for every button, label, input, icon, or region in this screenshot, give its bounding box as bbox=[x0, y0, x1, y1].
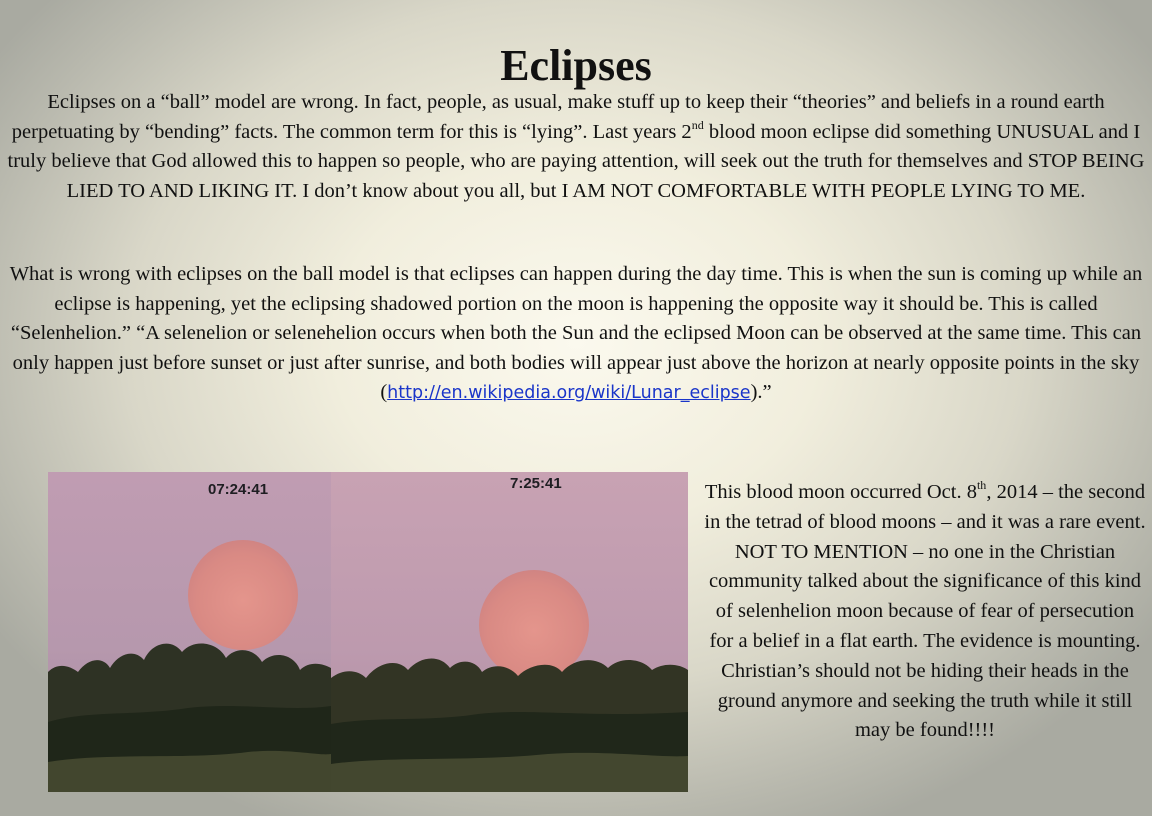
selenelion-paragraph bbox=[4, 260, 1148, 409]
blood-moon-photo bbox=[48, 472, 688, 792]
caption-text-continued: , 2014 – the second in the tetrad of blood moons – and it was a rare event. NOT TO MENTION – no one in the Christian community talked about the significance of this kind of selenhelion moon because of fear of persecution for a belief in a flat earth. The evidence is mounting. Christian’s should not be hiding their heads in the ground anymore and seeking the truth while it still may be found!!!! bbox=[704, 481, 1146, 742]
photo-caption bbox=[702, 478, 1148, 746]
left-timestamp: 07:24:41 bbox=[208, 481, 269, 498]
wikipedia-link[interactable]: http://en.wikipedia.org/wiki/Lunar_eclipse bbox=[387, 383, 751, 403]
intro-text-continued: blood moon eclipse did something UNUSUAL and I truly believe that God allowed this to happen so people, who are paying attention, will seek out the truth for themselves and STOP BEING LIED TO AND LIKING IT. I don’t know about you all, but I AM NOT COMFORTABLE WITH PEOPLE LYING TO ME. bbox=[7, 120, 1145, 202]
intro-text: Eclipses on a “ball” model are wrong. In fact, people, as usual, make stuff up to keep their “theories” and beliefs in a round earth perpetuating by “bending” facts. The common term for this is “lying”. Last years 2 bbox=[11, 91, 1105, 143]
intro-ordinal-suffix: nd bbox=[691, 117, 704, 132]
intro-paragraph bbox=[4, 88, 1148, 206]
left-moon bbox=[188, 540, 298, 650]
right-frame bbox=[331, 472, 688, 792]
selenelion-text: What is wrong with eclipses on the ball model is that eclipses can happen during the day time. This is when the sun is coming up while an eclipse is happening, yet the eclipsing shadowed portion on the moon is happening the opposite way it should be. This is called “Selenhelion.” “A selenelion or selenehelion occurs when both the Sun and the eclipsed Moon can be observed at the same time. This can only happen just before sunset or just after sunrise, and both bodies will appear just above the horizon at nearly opposite points in the sky ( bbox=[9, 263, 1143, 403]
left-frame bbox=[48, 472, 331, 792]
right-moon bbox=[479, 570, 589, 680]
right-timestamp: 7:25:41 bbox=[510, 475, 562, 492]
caption-text: This blood moon occurred Oct. 8 bbox=[704, 481, 977, 503]
caption-ordinal-suffix: th bbox=[976, 478, 987, 493]
page-title: Eclipses bbox=[500, 41, 652, 90]
selenelion-text-end: ).” bbox=[750, 381, 772, 403]
